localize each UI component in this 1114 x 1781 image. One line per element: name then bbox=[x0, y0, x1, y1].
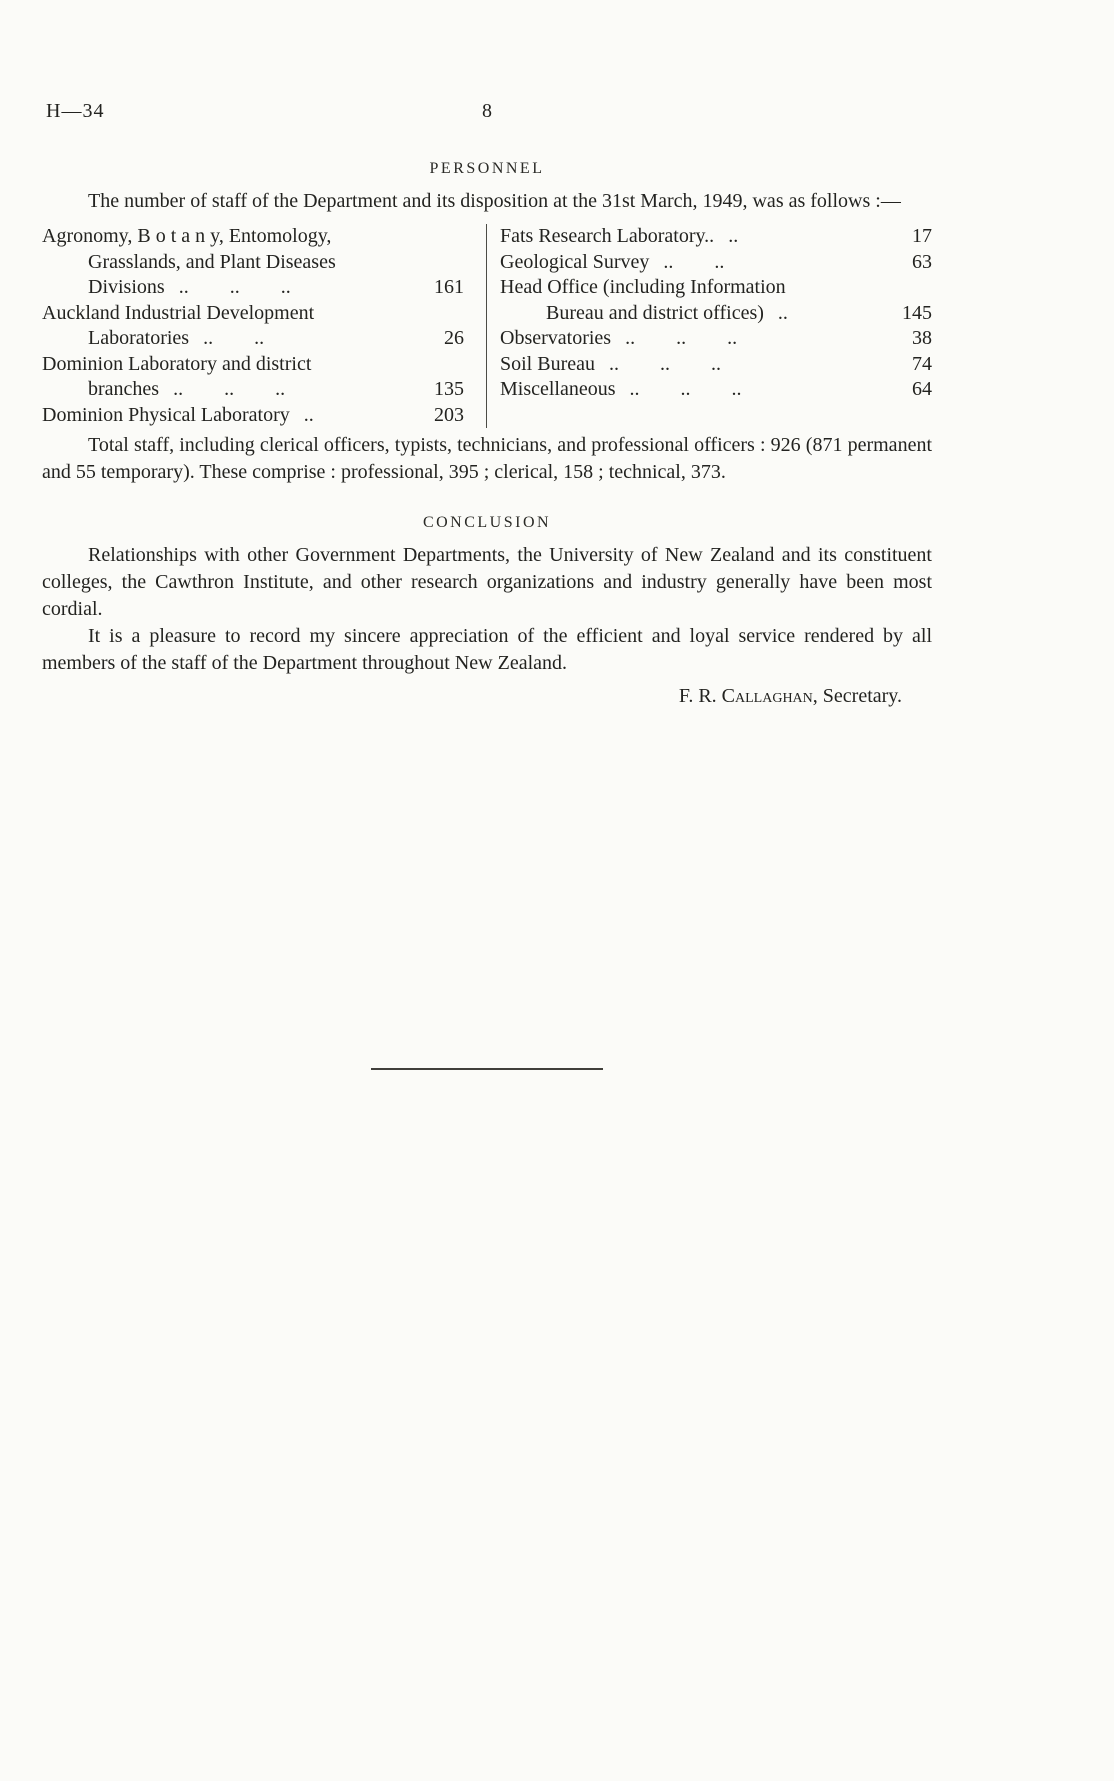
staff-item-geological-survey bbox=[500, 250, 932, 276]
signature-line bbox=[42, 685, 932, 708]
signature-role: Secretary. bbox=[822, 685, 902, 707]
staff-item-final-line bbox=[500, 377, 932, 403]
document-reference: H—34 bbox=[46, 100, 105, 122]
staff-count: 38 bbox=[912, 327, 932, 349]
staff-count: 203 bbox=[434, 403, 464, 426]
dot-leader: .. bbox=[728, 225, 739, 247]
staff-count: 135 bbox=[434, 378, 464, 400]
total-staff-paragraph: Total staff, including clerical officers, typists, technicians, and professional officers : 926 (871 permanent and 55 temporary). These comprise : professional, 395 ; clerical, 158 ; technical, 373. bbox=[42, 434, 932, 483]
personnel-heading: PERSONNEL bbox=[429, 160, 545, 177]
staff-item-line: Auckland Industrial Development bbox=[42, 301, 315, 324]
staff-item-final-line bbox=[500, 352, 932, 378]
dot-leader: .. bbox=[777, 301, 788, 324]
staff-item-line: Grasslands, and Plant Diseases bbox=[88, 250, 336, 273]
staff-item-label: Laboratories bbox=[88, 327, 190, 349]
staff-item-label: Fats Research Laboratory.. bbox=[500, 225, 715, 247]
personnel-intro-paragraph: The number of staff of the Department and its disposition at the 31st March, 1949, was as follows :— bbox=[88, 190, 901, 212]
staff-item-line: Agronomy, B o t a n y, Entomology, bbox=[42, 225, 332, 247]
printed-area bbox=[42, 0, 932, 1070]
staff-column-left bbox=[42, 224, 486, 428]
end-rule-divider bbox=[371, 1068, 603, 1070]
staff-item-dominion-laboratory bbox=[42, 352, 464, 403]
staff-item-final-line bbox=[500, 326, 932, 352]
staff-item-final-line bbox=[42, 275, 464, 301]
dot-leader: .. bbox=[303, 403, 314, 426]
staff-item-label: Dominion Physical Laboratory bbox=[42, 403, 290, 426]
signature-name: F. R. Callaghan, bbox=[678, 685, 818, 707]
staff-item-final-line bbox=[42, 377, 464, 403]
staff-item-label: Bureau and district offices) bbox=[546, 301, 764, 324]
staff-count: 74 bbox=[912, 352, 932, 375]
dot-leader: .. .. bbox=[203, 327, 265, 349]
staff-item-line: Dominion Laboratory and district bbox=[42, 352, 312, 375]
dot-leader: .. .. .. bbox=[609, 352, 721, 375]
conclusion-paragraph-2: It is a pleasure to record my sincere appreciation of the efficient and loyal service rendered by all members of the staff of the Department throughout New Zealand. bbox=[42, 625, 932, 674]
staff-item-soil-bureau bbox=[500, 352, 932, 378]
staff-count: 17 bbox=[912, 225, 932, 247]
staff-item-label: Soil Bureau bbox=[500, 352, 595, 375]
staff-item-label: Divisions bbox=[88, 276, 165, 298]
conclusion-paragraph-1: Relationships with other Government Departments, the University of New Zealand and its constituent colleges, the Cawthron Institute, and other research organizations and industry generally have been most cordial. bbox=[42, 544, 932, 620]
page-number: 8 bbox=[482, 100, 492, 122]
staff-count: 63 bbox=[912, 250, 932, 273]
staff-item-label: branches bbox=[88, 378, 160, 400]
staff-count: 26 bbox=[444, 327, 464, 349]
staff-item-line: Head Office (including Information bbox=[500, 276, 786, 298]
staff-item-final-line bbox=[500, 224, 932, 250]
staff-item-miscellaneous bbox=[500, 377, 932, 403]
staff-count: 64 bbox=[912, 378, 932, 400]
staff-count: 161 bbox=[434, 276, 464, 298]
staff-item-agronomy-divisions bbox=[42, 224, 464, 301]
staff-item-final-line bbox=[500, 301, 932, 327]
dot-leader: .. .. .. bbox=[173, 378, 286, 400]
dot-leader: .. .. .. bbox=[629, 378, 742, 400]
staff-item-auckland-industrial bbox=[42, 301, 464, 352]
conclusion-heading: CONCLUSION bbox=[422, 514, 552, 531]
staff-item-fats-research bbox=[500, 224, 932, 250]
staff-disposition-table bbox=[42, 224, 932, 428]
staff-column-right bbox=[486, 224, 932, 428]
staff-item-observatories bbox=[500, 326, 932, 352]
dot-leader: .. .. .. bbox=[625, 327, 738, 349]
dot-leader: .. .. bbox=[663, 250, 725, 273]
staff-item-final-line bbox=[500, 250, 932, 276]
staff-item-dominion-physical bbox=[42, 403, 464, 429]
dot-leader: .. .. .. bbox=[178, 276, 291, 298]
page-header bbox=[42, 100, 932, 126]
staff-item-head-office bbox=[500, 275, 932, 326]
staff-item-label: Geological Survey bbox=[500, 250, 650, 273]
staff-item-label: Miscellaneous bbox=[500, 378, 616, 400]
staff-count: 145 bbox=[902, 301, 932, 324]
staff-item-final-line bbox=[42, 326, 464, 352]
staff-item-label: Observatories bbox=[500, 327, 612, 349]
staff-item-final-line bbox=[42, 403, 464, 429]
